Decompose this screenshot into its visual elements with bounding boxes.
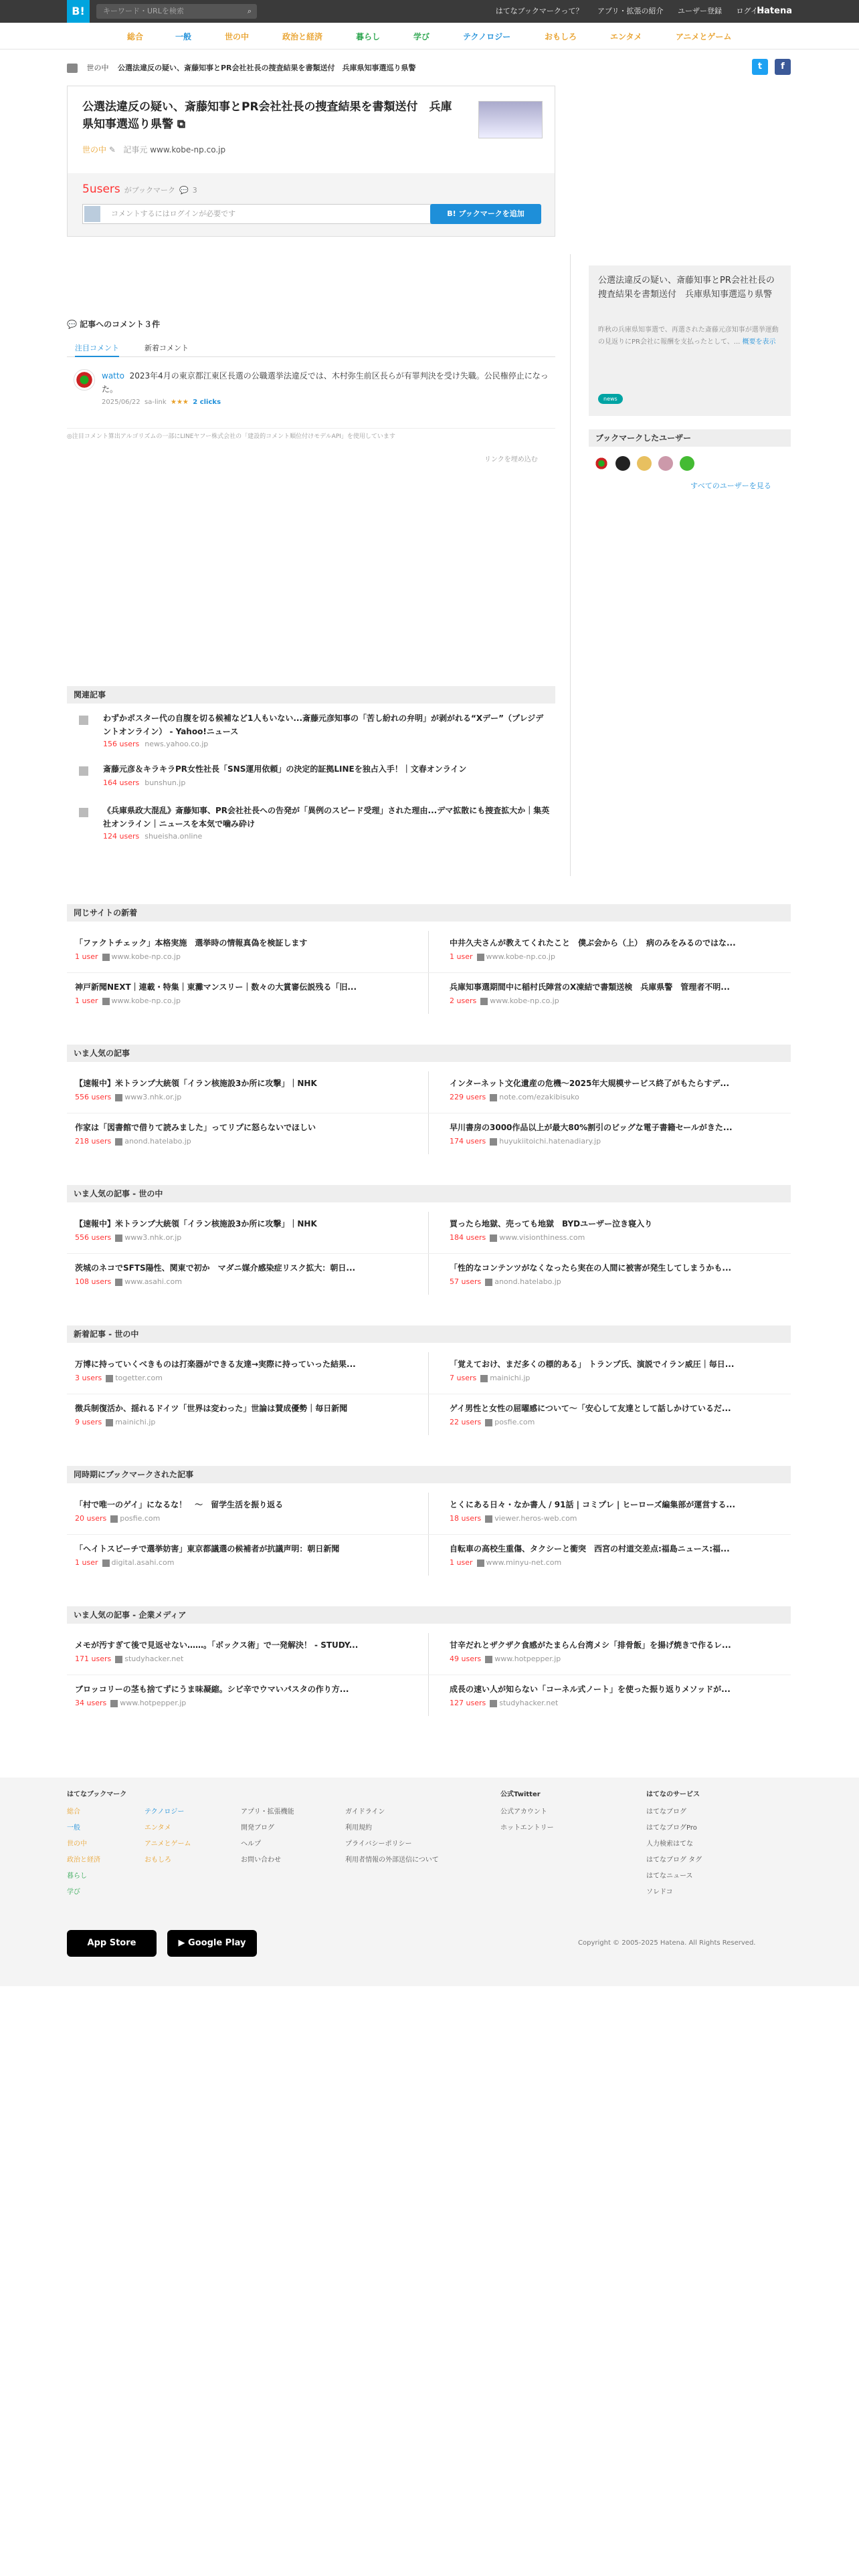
footer-link[interactable]: はてなブログPro <box>646 1824 697 1832</box>
footer-col-categories-2 <box>145 1804 191 1868</box>
home-icon[interactable] <box>67 64 78 73</box>
related-heading: 関連記事 <box>67 686 555 704</box>
list-item[interactable]: 兵庫知事選期間中に稲村氏陣営のX凍結で書類送検 兵庫県警 管理者不明... 2 users www.kobe-np.co.jp <box>450 982 730 1005</box>
footer-col-twitter <box>500 1804 554 1836</box>
comments-heading: 💬 記事へのコメント３件 <box>67 320 161 329</box>
footer-col-categories <box>67 1804 100 1901</box>
footer-link[interactable]: はてなブログ <box>646 1808 686 1816</box>
footer-link[interactable]: お問い合わせ <box>241 1856 281 1864</box>
footer-link[interactable]: おもしろ <box>145 1856 171 1864</box>
breadcrumb-section[interactable]: 世の中 <box>86 64 109 72</box>
footer-col-policy <box>345 1804 439 1868</box>
divider <box>67 1534 791 1535</box>
footer-link[interactable]: 政治と経済 <box>67 1856 100 1864</box>
footer-col-apps <box>241 1804 294 1868</box>
bookmark-count[interactable]: 5users がブックマーク 💬 3 <box>82 183 197 196</box>
search-input[interactable] <box>96 4 257 19</box>
list-item[interactable]: 作家は「図書館で借りて読みました」ってリプに怒らないでほしい 218 users anond.hatelabo.jp <box>75 1123 316 1146</box>
entry-meta <box>82 144 225 155</box>
footer-link[interactable]: 開発ブログ <box>241 1824 274 1832</box>
register-link[interactable]: ユーザー登録 <box>678 7 723 15</box>
footer-col-services <box>646 1804 702 1901</box>
summary-title: 公選法違反の疑い、斎藤知事とPR会社社長の捜査結果を書類送付 兵庫県知事選巡り県警 <box>598 276 775 300</box>
top-links <box>484 0 765 23</box>
list-item[interactable]: 【速報中】米トランプ大統領「イラン核施設3か所に攻撃」｜NHK 556 users www3.nhk.or.jp <box>75 1219 317 1242</box>
comment-icon: 💬 <box>67 320 77 329</box>
app-store-badge[interactable]: App Store <box>67 1930 157 1957</box>
entry-box <box>67 86 555 237</box>
all-users-link[interactable]: すべてのユーザーを見る <box>690 481 771 490</box>
footer-link[interactable]: 一般 <box>67 1824 80 1832</box>
search-placeholder: キーワード・URLを検索 <box>103 7 184 15</box>
entry-thumbnail[interactable] <box>478 101 543 138</box>
list-item[interactable]: 万博に持っていくべきものは打楽器ができる友達→実際に持っていった結果... 3 users togetter.com <box>75 1360 356 1382</box>
footer-link[interactable]: 世の中 <box>67 1840 87 1848</box>
tab-seiji[interactable]: 政治と経済 <box>282 32 323 41</box>
tab-omoshiro[interactable]: おもしろ <box>545 32 577 41</box>
footer-heading: はてなブックマーク <box>67 1791 127 1798</box>
summary-card <box>589 265 791 416</box>
document-icon <box>79 766 88 776</box>
footer-link[interactable]: ヘルプ <box>241 1840 261 1848</box>
related-item[interactable]: わずかポスター代の自腹を切る候補など1人もいない...斎藤元彦知事の「苦し紛れの弁明」が剥がれる“Xデー”（プレジデントオンライン） - Yahoo!ニュース 156 users news.yahoo.co.jp <box>75 712 555 754</box>
copyright: Copyright © 2005-2025 Hatena. All Rights Reserved. <box>578 1939 756 1947</box>
footer-link[interactable]: 暮らし <box>67 1872 87 1880</box>
external-link-icon[interactable]: ⧉ <box>177 118 186 131</box>
entry-title[interactable]: 公選法違反の疑い、斎藤知事とPR会社社長の捜査結果を書類送付 兵庫県知事選巡り県警 ⧉ <box>82 100 452 131</box>
list-item[interactable]: メモが汚すぎて後で見返せない……。「ボックス術」で一発解決！ - STUDY... 171 users studyhacker.net <box>75 1640 359 1663</box>
play-icon: ▶ <box>178 1938 189 1948</box>
column-divider <box>570 254 571 876</box>
list-item[interactable]: ブロッコリーの茎も捨てずにうま味凝縮。シビ辛でウマいパスタの作り方... 34 users www.hotpepper.jp <box>75 1685 349 1707</box>
clicks-count[interactable]: 2 clicks <box>193 399 221 406</box>
divider <box>67 1253 791 1254</box>
user-icons <box>594 456 701 473</box>
list-item[interactable]: とくにある日々・なか書人 / 91話 | コミプレ | ヒーローズ編集部が運営する... 18 users viewer.heros-web.com <box>450 1500 736 1523</box>
section-heading: 新着記事 - 世の中 <box>67 1325 791 1343</box>
footer-link[interactable]: 公式アカウント <box>500 1808 547 1816</box>
comment-user[interactable]: watto <box>102 371 124 381</box>
footer-link[interactable]: テクノロジー <box>145 1808 185 1816</box>
tab-technology[interactable]: テクノロジー <box>463 32 511 41</box>
google-play-badge[interactable]: ▶ Google Play <box>167 1930 257 1957</box>
footer-link[interactable]: ホットエントリー <box>500 1824 554 1832</box>
tab-entame[interactable]: エンタメ <box>610 32 642 41</box>
user-avatar[interactable] <box>615 456 630 471</box>
kiji-label: 記事元 <box>123 145 148 154</box>
footer-link[interactable]: ガイドライン <box>345 1808 385 1816</box>
comment-count: 3 <box>192 186 197 195</box>
list-item[interactable]: 買ったら地獄、売っても地獄 BYDユーザー泣き寝入り 184 users www.visionthiness.com <box>450 1219 653 1242</box>
list-item[interactable]: 徴兵制復活か、揺れるドイツ「世界は変わった」世論は賛成優勢｜毎日新聞 9 users mainichi.jp <box>75 1404 348 1426</box>
hatena-bookmark-logo[interactable]: B! <box>67 0 90 23</box>
avatar <box>84 206 100 222</box>
user-avatar[interactable] <box>680 456 694 471</box>
facebook-share-icon[interactable]: f <box>775 59 791 75</box>
tab-ippan[interactable]: 一般 <box>175 32 192 41</box>
edit-icon[interactable]: ✎ <box>108 145 116 154</box>
user-avatar[interactable] <box>594 456 609 471</box>
show-summary-link[interactable]: 概要を表示 <box>742 338 776 346</box>
footer-link[interactable]: 総合 <box>67 1808 80 1816</box>
list-item[interactable]: 「性的なコンテンツがなくなったら実在の人間に被害が発生してしまうかも... 57 users anond.hatelabo.jp <box>450 1263 732 1286</box>
footer-link[interactable]: 人力検索はてな <box>646 1840 693 1848</box>
breadcrumb <box>67 63 423 74</box>
breadcrumb-title: 公選法違反の疑い、斎藤知事とPR会社社長の捜査結果を書類送付 兵庫県知事選巡り県警 <box>118 64 416 72</box>
list-item[interactable]: 【速報中】米トランプ大統領「イラン核施設3か所に攻撃」｜NHK 556 users www3.nhk.or.jp <box>75 1079 317 1101</box>
add-bookmark-button[interactable]: B! ブックマークを追加 <box>430 204 541 224</box>
tab-new-comments[interactable]: 新着コメント <box>145 344 189 352</box>
list-item[interactable]: 中井久夫さんが教えてくれたこと 僕ぶ会から（上） 病のみをみるのではな... 1 user www.kobe-np.co.jp <box>450 938 736 961</box>
list-item[interactable]: 茨城のネコでSFTS陽性、関東で初か マダニ媒介感染症リスク拡大：朝日... 108 users www.asahi.com <box>75 1263 356 1286</box>
comment-meta: 2025/06/22 sa-link ★★★ 2 clicks <box>102 399 221 406</box>
tab-sougou[interactable]: 総合 <box>127 32 144 41</box>
list-item[interactable]: ゲイ男性と女性の屈曜感について〜「安心して友達として話しかけているだ... 22 users posfie.com <box>450 1404 731 1426</box>
comment-input[interactable]: コメントするにはログインが必要です <box>82 204 432 224</box>
list-item[interactable]: 「村で唯一のゲイ」になるな！ 〜 留学生活を振り返る 20 users posfie.com <box>75 1500 284 1523</box>
tab-yononaka[interactable]: 世の中 <box>225 32 250 41</box>
related-item[interactable]: 《兵庫県政大混乱》斎藤知事、PR会社社長への告発が「異例のスピード受理」された理由...デマ拡散にも捜査拡大か｜集英社オンライン｜ニュースを本気で噛み砕け 124 users shueisha.online <box>75 804 555 847</box>
top-bar <box>0 0 859 23</box>
related-item[interactable]: 斎藤元彦＆キラキラPR女性社長「SNS運用依頼」の決定的証拠LINEを独占入手！｜文春オンライン 164 users bunshun.jp <box>75 762 555 805</box>
document-icon <box>79 716 88 725</box>
section-heading: いま人気の記事 - 企業メディア <box>67 1606 791 1624</box>
entry-category[interactable]: 世の中 <box>82 145 107 154</box>
footer-link[interactable]: はてなニュース <box>646 1872 693 1880</box>
list-item[interactable]: 神戸新聞NEXT｜連載・特集｜東灘マンスリー｜数々の大賞審伝説残る「旧... 1 user www.kobe-np.co.jp <box>75 982 357 1005</box>
comment-text: watto 2023年4月の東京都江東区長選の公職選挙法違反では、木村弥生前区長らが有罪判決を受け失職。公民権停止になった。 <box>102 371 549 394</box>
footer-heading: はてなのサービス <box>646 1791 700 1798</box>
list-item[interactable]: インターネット文化遺産の危機〜2025年大規模サービス終了がもたらすデ... 229 users note.com/ezakibisuko <box>450 1079 729 1101</box>
list-item[interactable]: 成長の速い人が知らない「コーネル式ノート」を使った振り返りメソッドが... 127 users studyhacker.net <box>450 1685 731 1707</box>
tab-manabi[interactable]: 学び <box>413 32 430 41</box>
star-icons[interactable]: ★★★ <box>171 399 189 406</box>
footer-link[interactable]: 利用者情報の外部送信について <box>345 1856 439 1864</box>
footer-link[interactable]: ソレドコ <box>646 1889 673 1896</box>
list-item[interactable]: 「ヘイトスピーチで選挙妨害」東京都議選の候補者が抗議声明：朝日新聞 1 user digital.asahi.com <box>75 1544 340 1567</box>
list-item[interactable]: 自転車の高校生重傷、タクシーと衝突 西宮の村道交差点:福島ニュース:福... 1 user www.minyu-net.com <box>450 1544 730 1567</box>
embed-link[interactable]: リンクを埋め込む <box>484 456 538 463</box>
footer-link[interactable]: エンタメ <box>145 1824 171 1832</box>
list-item[interactable]: 「ファクトチェック」本格実施 選挙時の情報真偽を検証します 1 user www.kobe-np.co.jp <box>75 938 308 961</box>
comment-link[interactable]: sa-link <box>145 399 167 406</box>
list-item[interactable]: 甘辛だれとザクザク食感がたまらん台湾メシ「排骨飯」を揚げ焼きで作るレ... 49 users www.hotpepper.jp <box>450 1640 731 1663</box>
login-link[interactable]: ログイン <box>736 7 765 15</box>
divider <box>67 972 791 973</box>
algorithm-notice: ◎注目コメント算出アルゴリズムの一部にLINEヤフー株式会社の「建設的コメント順位付けモデルAPI」を使用しています <box>67 428 555 440</box>
footer-link[interactable]: プライバシーポリシー <box>345 1840 412 1848</box>
about-link[interactable]: はてなブックマークって？ <box>495 7 583 15</box>
comment-count-icon: 💬 <box>179 186 189 195</box>
footer-link[interactable]: アプリ・拡張機能 <box>241 1808 294 1816</box>
footer-link[interactable]: 学び <box>67 1889 80 1896</box>
comment-tabs <box>67 340 555 357</box>
footer-heading: 公式Twitter <box>500 1791 541 1798</box>
apps-link[interactable]: アプリ・拡張の紹介 <box>597 7 664 15</box>
section-heading: いま人気の記事 - 世の中 <box>67 1185 791 1202</box>
list-item[interactable]: 早川書房の3000作品以上が最大80%割引のビッグな電子書籍セールがきた... 174 users huyukiitoichi.hatenadiary.jp <box>450 1123 733 1146</box>
section-heading: 同じサイトの新着 <box>67 904 791 922</box>
section-heading: いま人気の記事 <box>67 1045 791 1062</box>
user-avatar[interactable] <box>637 456 652 471</box>
tab-anime[interactable]: アニメとゲーム <box>676 32 732 41</box>
search-icon[interactable]: ⌕ <box>247 7 252 15</box>
avatar[interactable] <box>74 369 95 391</box>
twitter-share-icon[interactable]: t <box>752 59 768 75</box>
footer-link[interactable]: アニメとゲーム <box>145 1840 191 1848</box>
footer-link[interactable]: 利用規約 <box>345 1824 372 1832</box>
bookmark-users-heading: ブックマークしたユーザー <box>589 429 791 447</box>
document-icon <box>79 808 88 817</box>
hatena-brand[interactable]: Hatena <box>757 6 792 16</box>
footer-link[interactable]: はてなブログ タグ <box>646 1856 702 1864</box>
user-avatar[interactable] <box>658 456 673 471</box>
section-heading: 同時期にブックマークされた記事 <box>67 1466 791 1483</box>
category-nav <box>0 23 859 49</box>
tab-kurashi[interactable]: 暮らし <box>356 32 381 41</box>
category-pill[interactable]: news <box>598 394 623 404</box>
tab-featured-comments[interactable]: 注目コメント <box>75 342 119 357</box>
entry-domain[interactable]: www.kobe-np.co.jp <box>150 145 226 154</box>
list-item[interactable]: 「覚えておけ、まだ多くの標的ある」 トランプ氏、演説でイラン威圧｜毎日... 7 users mainichi.jp <box>450 1360 735 1382</box>
summary-desc: 昨秋の兵庫県知事選で、再選された斎藤元彦知事が選挙運動の見返りにPR会社に報酬を支払ったとして、... 概要を表示 <box>598 326 779 346</box>
